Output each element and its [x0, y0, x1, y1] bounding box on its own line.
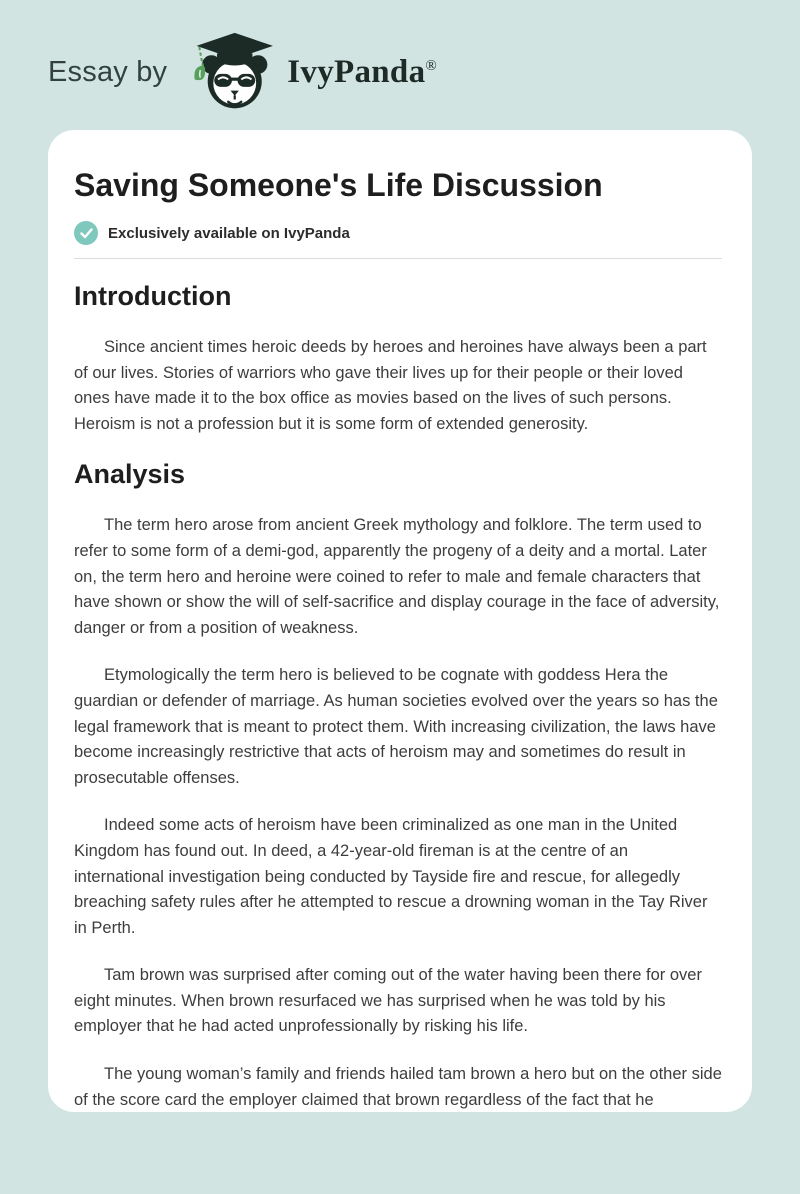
exclusive-badge [74, 221, 722, 245]
exclusive-badge-label: Exclusively available on IvyPanda [108, 224, 350, 242]
section-introduction [74, 281, 722, 437]
paragraph: The term hero arose from ancient Greek mythology and folklore. The term used to refer to some form of a demi-god, apparently the progeny of a deity and a mortal. Later on, the term hero and heroine were coined to refer to male and female characters that have shown or show the will of self-sacrifice and display courage in the face of adversity, danger or from a position of weakness. [74, 516, 720, 637]
paragraph: Indeed some acts of heroism have been criminalized as one man in the United Kingdom has found out. In deed, a 42-year-old fireman is at the centre of an international investigation being conducted by Tayside fire and rescue, for allegedly breaching safety rules after he attempted to rescue a drowning woman in the Tay River in Perth. [74, 816, 708, 937]
ivypanda-panda-logo-icon [179, 31, 283, 113]
paragraph: Etymologically the term hero is believed to be cognate with goddess Hera the guardian or defender of marriage. As human societies evolved over the years so has the legal framework that is meant to protect them. With increasing civilization, the laws have become increasingly restrictive that acts of heroism may and sometimes do result in prosecutable offenses. [74, 666, 718, 787]
check-icon [74, 221, 98, 245]
brand-name [287, 54, 437, 91]
site-header [48, 34, 800, 110]
section-heading-analysis: Analysis [74, 459, 186, 490]
section-heading-introduction: Introduction [74, 281, 232, 311]
divider [74, 258, 722, 259]
essay-title: Saving Someone's Life Discussion [74, 167, 603, 203]
header-prefix: Essay by [48, 55, 168, 88]
paragraph: Tam brown was surprised after coming out of the water having been there for over eight minutes. When brown resurfaced we has surprised when he was told by his employer that he had acted unprofessionally by risking his life. [74, 966, 702, 1036]
section-analysis [74, 459, 722, 1112]
brand-text: IvyPanda [287, 53, 426, 90]
paragraph: The young woman’s family and friends hailed tam brown a hero but on the other side of the score card the employer claimed that brown regardless of the fact that he [74, 1065, 722, 1109]
essay-card [48, 130, 752, 1112]
registered-mark: ® [425, 57, 438, 74]
paragraph: Since ancient times heroic deeds by heroes and heroines have always been a part of our lives. Stories of warriors who gave their lives up for their people or their loved ones have made it to the box office as movies based on the lives of such persons. Heroism is not a profession but it is some form of extended generosity. [74, 338, 707, 433]
